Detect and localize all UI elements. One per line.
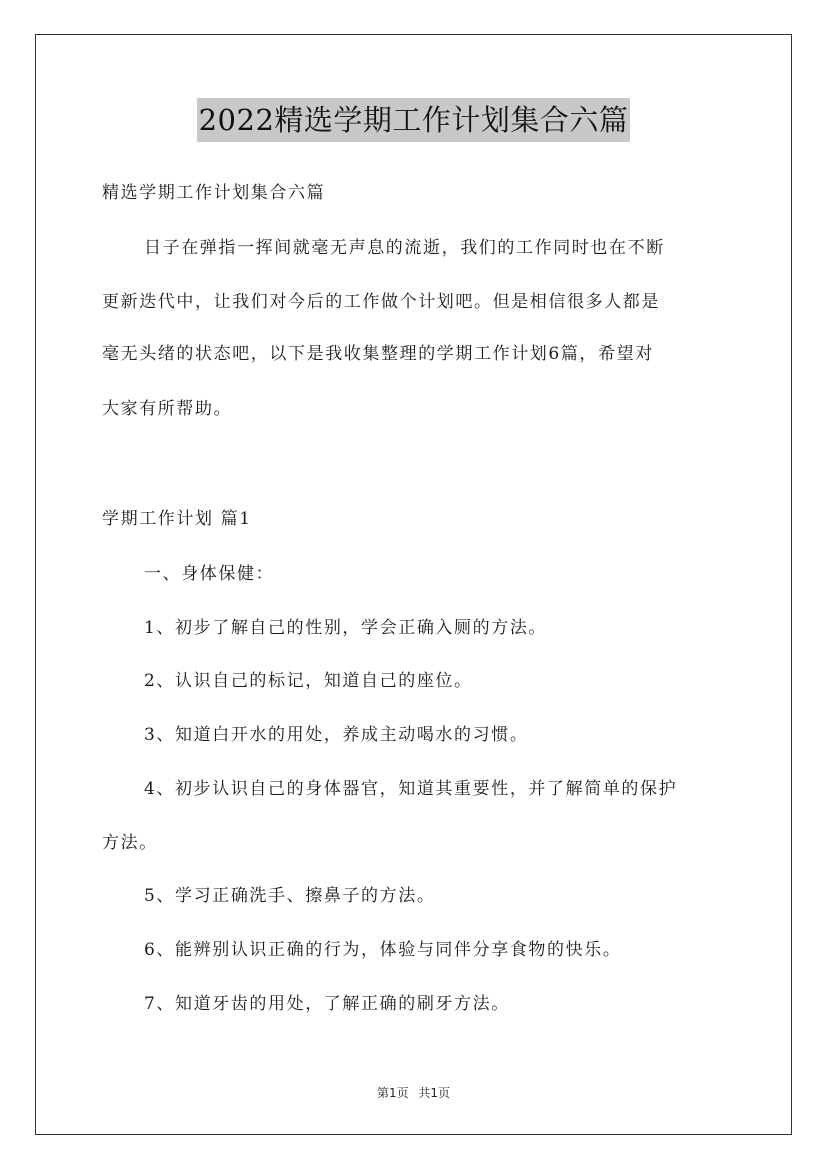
list-item: 1、初步了解自己的性别，学会正确入厕的方法。 bbox=[144, 618, 548, 638]
intro-line: 毫无头绪的状态吧，以下是我收集整理的学期工作计划6篇，希望对 bbox=[102, 344, 654, 364]
subsection-heading: 一、身体保健： bbox=[144, 564, 275, 584]
intro-line: 大家有所帮助。 bbox=[102, 399, 233, 419]
page-number: 第1页 bbox=[376, 1086, 409, 1100]
title-container bbox=[0, 98, 827, 142]
list-item: 6、能辨别认识正确的行为，体验与同伴分享食物的快乐。 bbox=[144, 940, 622, 960]
document-title: 2022精选学期工作计划集合六篇 bbox=[197, 98, 631, 142]
list-item: 2、认识自己的标记，知道自己的座位。 bbox=[144, 671, 473, 691]
intro-line: 日子在弹指一挥间就毫无声息的流逝，我们的工作同时也在不断 bbox=[144, 238, 665, 258]
document-subtitle: 精选学期工作计划集合六篇 bbox=[102, 183, 326, 203]
section-heading: 学期工作计划 篇1 bbox=[102, 509, 252, 529]
list-item: 5、学习正确洗手、擦鼻子的方法。 bbox=[144, 886, 436, 906]
list-item: 4、初步认识自己的身体器官，知道其重要性，并了解简单的保护 bbox=[144, 779, 678, 799]
list-item-continuation: 方法。 bbox=[102, 833, 158, 853]
page-footer bbox=[0, 1084, 827, 1101]
intro-line: 更新迭代中，让我们对今后的工作做个计划吧。但是相信很多人都是 bbox=[102, 292, 660, 312]
page-total: 共1页 bbox=[418, 1086, 451, 1100]
list-item: 7、知道牙齿的用处，了解正确的刷牙方法。 bbox=[144, 994, 510, 1014]
list-item: 3、知道白开水的用处，养成主动喝水的习惯。 bbox=[144, 725, 529, 745]
